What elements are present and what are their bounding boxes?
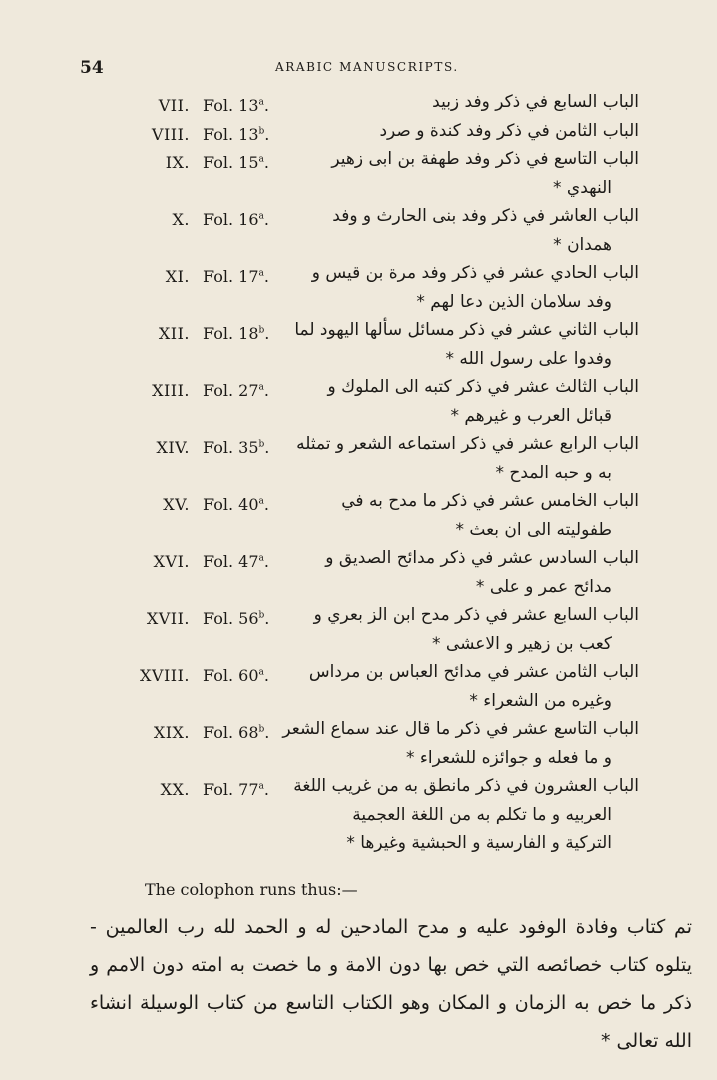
chapter-number: X.: [172, 210, 190, 229]
folio-side: a: [258, 268, 264, 279]
chapter-number: VIII.: [151, 124, 190, 144]
running-title: ARABIC MANUSCRIPTS.: [275, 60, 459, 74]
folio-label: Fol. 40: [203, 495, 259, 514]
chapter-number: XII.: [158, 324, 190, 343]
arabic-chapter-title-line: النهدي *: [552, 177, 612, 198]
arabic-chapter-title-line: الباب السابع في ذكر وفد زبيد: [432, 92, 639, 112]
folio-reference: Fol. 16$^a$.: [203, 210, 269, 229]
folio-reference: Fol. 13$^a$.: [203, 96, 269, 115]
folio-label: Fol. 13: [203, 96, 259, 115]
arabic-chapter-title-line: الباب الحادي عشر في ذكر وفد مرة بن قيس و: [311, 263, 639, 283]
folio-reference: Fol. 13$^b$.: [203, 124, 270, 144]
folio-side: a: [258, 553, 264, 564]
folio-label: Fol. 56: [203, 609, 259, 628]
chapter-number: XIV.: [156, 438, 190, 457]
arabic-chapter-title-line: الباب الخامس عشر في ذكر ما مدح به في: [341, 491, 639, 511]
arabic-chapter-title-line: و ما فعله و جوائزه للشعراء *: [405, 747, 612, 768]
folio-reference: Fol. 15$^a$.: [203, 153, 269, 172]
chapter-number: XX.: [160, 780, 190, 799]
folio-label: Fol. 68: [203, 723, 259, 742]
folio-side: b: [258, 724, 265, 735]
arabic-chapter-title-line: مدائح عمر و على *: [475, 576, 612, 597]
chapter-number: XVI.: [153, 552, 190, 571]
folio-reference: Fol. 35$^b$.: [203, 438, 270, 457]
folio-label: Fol. 17: [203, 267, 259, 286]
arabic-chapter-title-line: الباب السادس عشر في ذكر مدائح الصديق و: [325, 548, 639, 568]
folio-side: b: [258, 610, 265, 621]
folio-label: Fol. 15: [203, 153, 259, 172]
folio-label: Fol. 77: [203, 780, 259, 799]
arabic-chapter-title-line: التركية و الفارسية و الحبشية وغيرها *: [346, 833, 612, 853]
arabic-chapter-title-line: الباب السابع عشر في ذكر مدح ابن الز بعري و: [313, 605, 639, 625]
arabic-chapter-title-line: طفوليته الى ان بعث *: [455, 519, 612, 540]
arabic-chapter-title-line: همدان *: [553, 234, 612, 255]
colophon-intro: The colophon runs thus:—: [145, 880, 358, 899]
arabic-chapter-title-line: الباب العاشر في ذكر وفد بنى الحارث و وفد: [332, 206, 639, 226]
folio-reference: Fol. 60$^a$.: [203, 666, 269, 685]
folio-label: Fol. 16: [203, 210, 259, 229]
arabic-chapter-title-line: وفد سلامان الذين دعا لهم *: [416, 291, 612, 312]
colophon-text: تم كتاب وفادة الوفود عليه و مدح المادحين له و الحمد لله رب العالمين - يتلوه كتاب خصائصه التي خص بها دون الامة و ما خصت به امته دون الامم و ذكر ما خص به الزمان و المكان وهو الكتاب التاسع من كتاب الوسيلة انشاء الله تعالى *: [90, 916, 692, 1052]
arabic-chapter-title-line: الباب التاسع عشر في ذكر ما قال عند سماع الشعر: [282, 719, 639, 739]
folio-label: Fol. 60: [203, 666, 259, 685]
folio-side: a: [258, 781, 264, 792]
folio-side: b: [258, 325, 265, 336]
folio-side: a: [258, 382, 264, 393]
folio-label: Fol. 13: [203, 124, 259, 144]
arabic-chapter-title-line: الباب الثامن عشر في مدائح العباس بن مرداس: [308, 662, 639, 682]
page-header: [80, 58, 675, 80]
folio-side: b: [258, 439, 265, 450]
arabic-chapter-title-line: كعب بن زهير و الاعشى *: [432, 633, 612, 654]
folio-side: b: [258, 126, 265, 137]
arabic-chapter-title-line: الباب الرابع عشر في ذكر استماعه الشعر و تمثله: [296, 434, 639, 454]
page-number: 54: [80, 58, 104, 78]
folio-side: a: [258, 496, 264, 507]
arabic-chapter-title-line: به و حبه المدح *: [495, 462, 612, 483]
folio-side: a: [258, 154, 264, 165]
folio-side: a: [258, 211, 264, 222]
arabic-chapter-title-line: قبائل العرب و غيرهم *: [450, 405, 612, 426]
arabic-chapter-title-line: وغيره من الشعراء *: [469, 690, 612, 711]
folio-reference: Fol. 17$^a$.: [203, 267, 269, 286]
folio-label: Fol. 47: [203, 552, 259, 571]
folio-side: a: [258, 97, 264, 108]
arabic-chapter-title-line: وفدوا على رسول الله *: [445, 348, 612, 369]
chapter-number: XVIII.: [140, 666, 190, 685]
folio-reference: Fol. 40$^a$.: [203, 495, 269, 514]
folio-reference: Fol. 68$^b$.: [203, 723, 270, 742]
folio-reference: Fol. 18$^b$.: [203, 324, 270, 343]
chapter-number: XVII.: [146, 609, 190, 628]
folio-reference: Fol. 56$^b$.: [203, 609, 270, 628]
folio-label: Fol. 18: [203, 324, 259, 343]
folio-label: Fol. 35: [203, 438, 259, 457]
arabic-chapter-title-line: الباب العشرون في ذكر مانطق به من غريب اللغة: [293, 776, 639, 796]
arabic-chapter-title-line: الباب الثامن في ذكر وفد كندة و صرد: [379, 120, 639, 141]
arabic-chapter-title-line: الباب الثاني عشر في ذكر مسائل سألها اليهود لما: [294, 320, 639, 340]
arabic-chapter-title-line: العربيه و ما تكلم به من اللغة العجمية: [352, 804, 612, 825]
chapter-number: VII.: [158, 96, 190, 115]
chapter-number: XIX.: [153, 723, 190, 742]
arabic-chapter-title-line: الباب الثالث عشر في ذكر كتبه الى الملوك و: [327, 377, 639, 397]
folio-side: a: [258, 667, 264, 678]
chapter-number: XI.: [165, 267, 190, 286]
folio-reference: Fol. 77$^a$.: [203, 780, 269, 799]
chapter-number: XIII.: [152, 381, 190, 400]
arabic-chapter-title-line: الباب التاسع في ذكر وفد طهفة بن ابى زهير: [331, 149, 639, 169]
chapter-number: XV.: [163, 495, 190, 514]
chapter-number: IX.: [165, 153, 190, 172]
folio-reference: Fol. 47$^a$.: [203, 552, 269, 571]
folio-reference: Fol. 27$^a$.: [203, 381, 269, 400]
folio-label: Fol. 27: [203, 381, 259, 400]
